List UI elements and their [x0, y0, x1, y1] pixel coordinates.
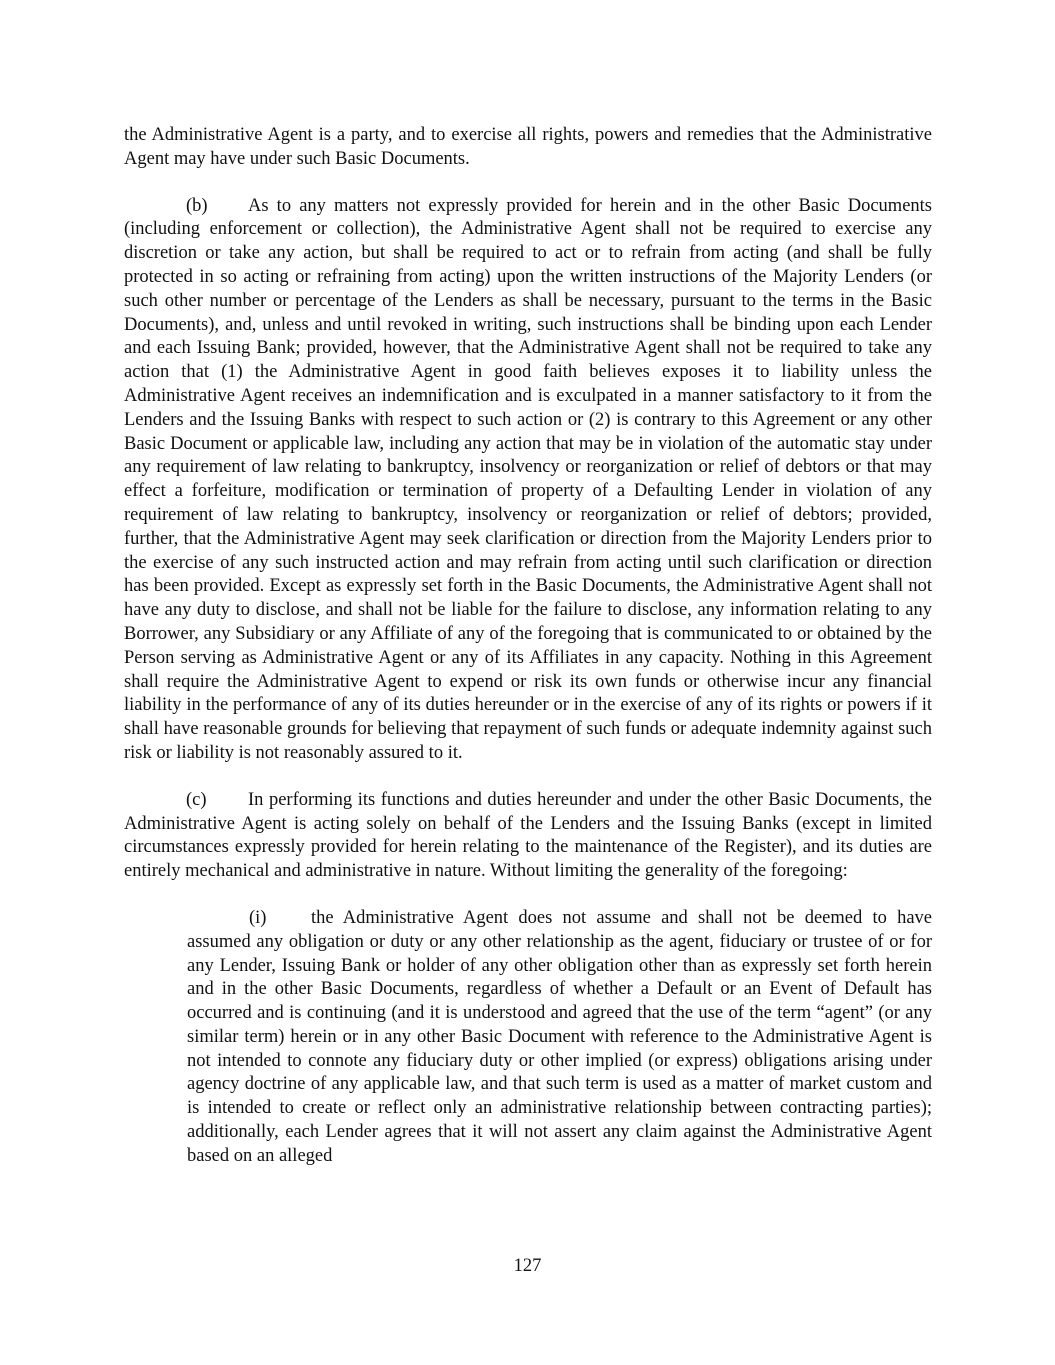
paragraph-intro: the Administrative Agent is a party, and to exercise all rights, powers and remedies that the Administrative Agent may have under such Basic Documents. [124, 125, 932, 169]
paragraph-c [124, 789, 932, 884]
page-number: 127 [513, 1256, 542, 1276]
document-page [124, 124, 932, 1169]
paragraph-c-i [187, 907, 932, 1169]
paragraph-c-i-text: the Administrative Agent does not assume and shall not be deemed to have assumed any obligation or duty or any other relationship as the agent, fiduciary or trustee of or for any Lender, Issuing Bank or holder of any other obligation other than as expressly set forth herein and in the other Basic Documents, regardless of whether a Default or an Event of Default has occurred and is continuing (and it is understood and agreed that the use of the term “agent” (or any similar term) herein or in any other Basic Document with reference to the Administrative Agent is not intended to connote any fiduciary duty or other implied (or express) obligations arising under agency doctrine of any applicable law, and that such term is used as a matter of market custom and is intended to create or reflect only an administrative relationship between contracting parties); additionally, each Lender agrees that it will not assert any claim against the Administrative Agent based on an alleged [187, 907, 932, 1166]
paragraph-b [124, 195, 932, 766]
paragraph-c-i-label: (i) [249, 907, 267, 928]
paragraph-b-label: (b) [186, 195, 208, 216]
paragraph-c-text: In performing its functions and duties hereunder and under the other Basic Documents, the Administrative Agent is acting solely on behalf of the Lenders and the Issuing Banks (except in limited circumstances expressly provided for herein relating to the maintenance of the Register), and its duties are entirely mechanical and administrative in nature. Without limiting the generality of the foregoing: [124, 789, 932, 882]
paragraph-b-text: As to any matters not expressly provided for herein and in the other Basic Documents (including enforcement or collection), the Administrative Agent shall not be required to exercise any discretion or take any action, but shall be required to act or to refrain from acting (and shall be fully protected in so acting or refraining from acting) upon the written instructions of the Majority Lenders (or such other number or percentage of the Lenders as shall be necessary, pursuant to the terms in the Basic Documents), and, unless and until revoked in writing, such instructions shall be binding upon each Lender and each Issuing Bank; provided, however, that the Administrative Agent shall not be required to take any action that (1) the Administrative Agent in good faith believes exposes it to liability unless the Administrative Agent receives an indemnification and is exculpated in a manner satisfactory to it from the Lenders and the Issuing Banks with respect to such action or (2) is contrary to this Agreement or any other Basic Document or applicable law, including any action that may be in violation of the automatic stay under any requirement of law relating to bankruptcy, insolvency or reorganization or relief of debtors or that may effect a forfeiture, modification or termination of property of a Defaulting Lender in violation of any requirement of law relating to bankruptcy, insolvency or reorganization or relief of debtors; provided, further, that the Administrative Agent may seek clarification or direction from the Majority Lenders prior to the exercise of any such instructed action and may refrain from acting until such clarification or direction has been provided. Except as expressly set forth in the Basic Documents, the Administrative Agent shall not have any duty to disclose, and shall not be liable for the failure to disclose, any information relating to any Borrower, any Subsidiary or any Affiliate of any of the foregoing that is communicated to or obtained by the Person serving as Administrative Agent or any of its Affiliates in any capacity. Nothing in this Agreement shall require the Administrative Agent to expend or risk its own funds or otherwise incur any financial liability in the performance of any of its duties hereunder or in the exercise of any of its rights or powers if it shall have reasonable grounds for believing that repayment of such funds or adequate indemnity against such risk or liability is not reasonably assured to it. [124, 195, 932, 763]
paragraph-c-label: (c) [186, 789, 207, 810]
